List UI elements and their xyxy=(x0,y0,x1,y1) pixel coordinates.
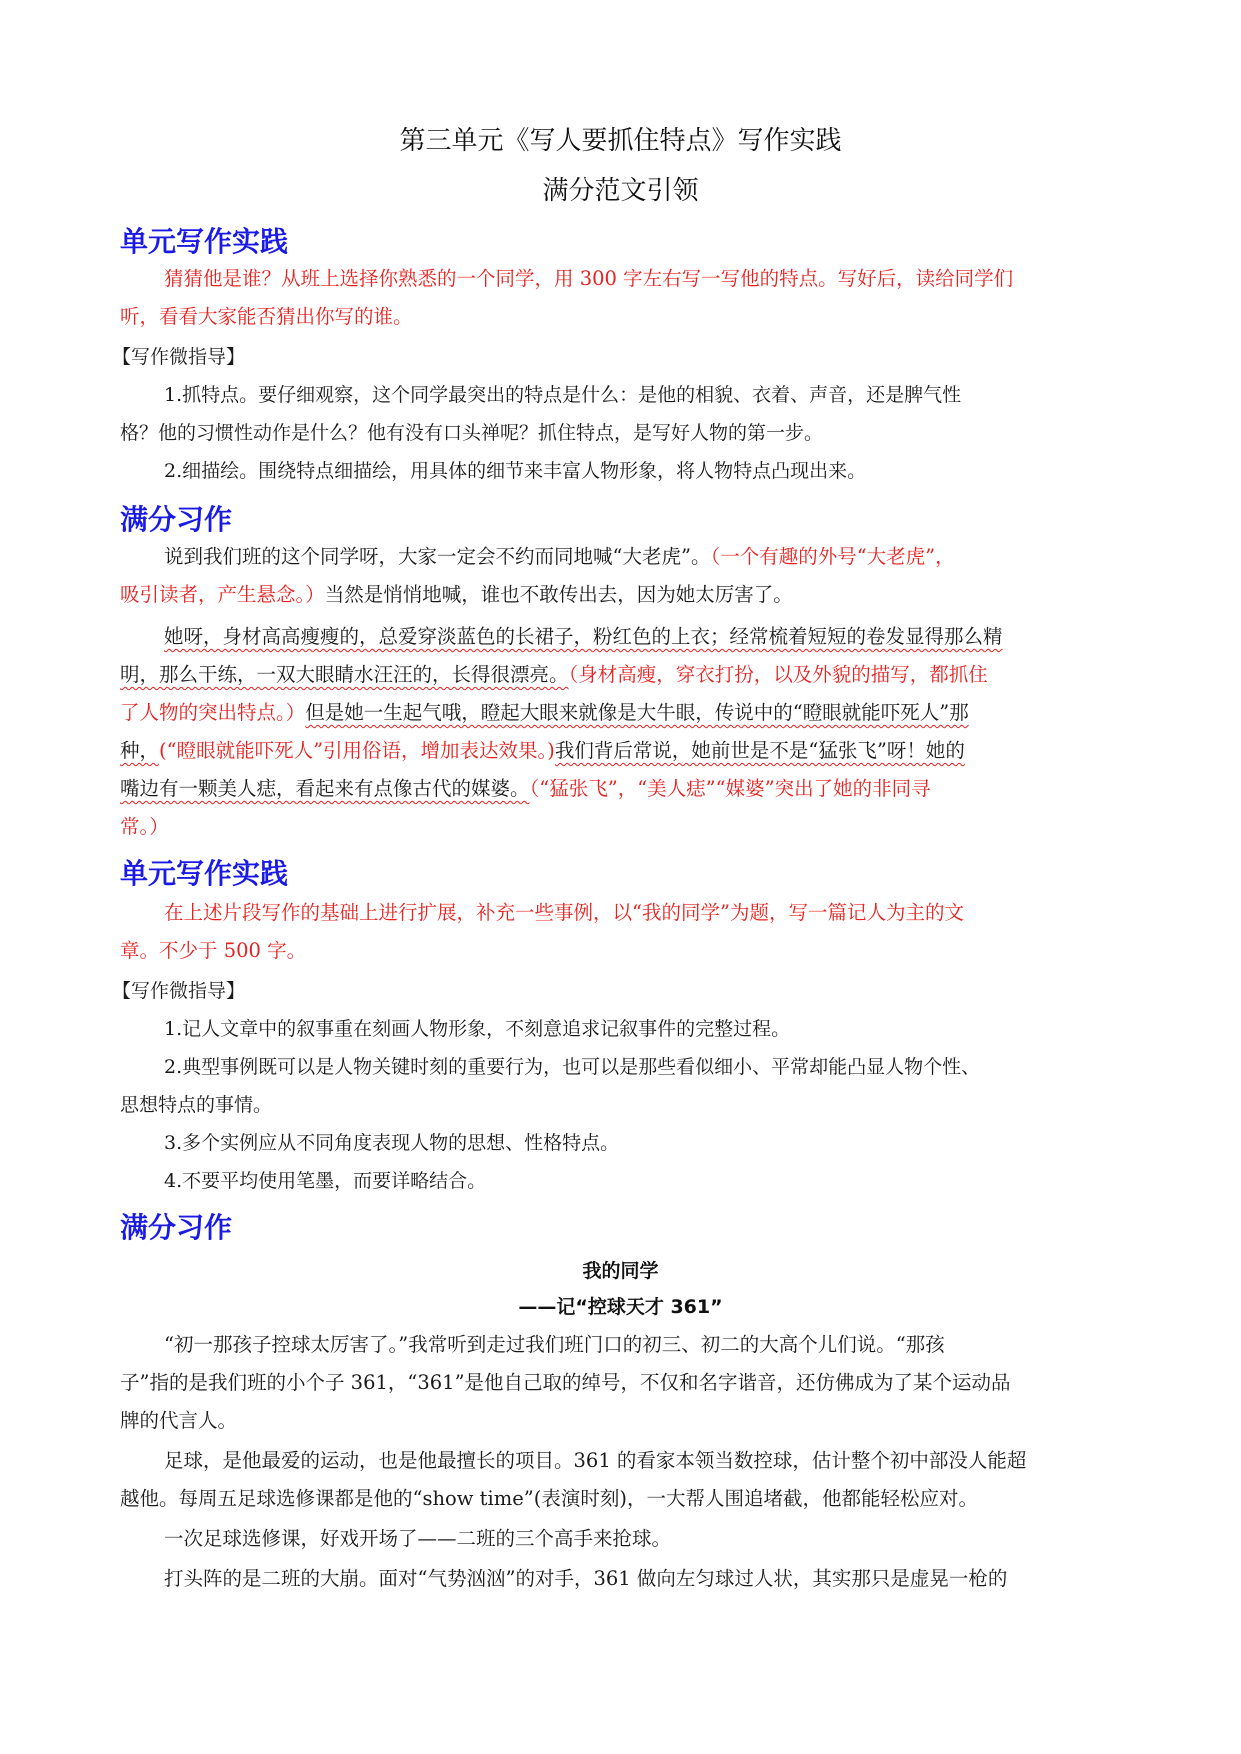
guide-line: 3.多个实例应从不同角度表现人物的思想、性格特点。 xyxy=(164,1132,620,1154)
section-heading-essay-2: 满分习作 xyxy=(120,1211,233,1244)
task-line: 在上述片段写作的基础上进行扩展，补充一些事例，以“我的同学”为题，写一篇记人为主的文 xyxy=(164,901,964,924)
essay-line: 越他。每周五足球选修课都是他的“show time”(表演时刻)，一大帮人围追堵截，他都能轻松应对。 xyxy=(120,1487,978,1510)
essay-text: 说到我们班的这个同学呀，大家一定会不约而同地喊“大老虎”。 xyxy=(164,545,711,568)
annotation: 吸引读者，产生悬念。） xyxy=(120,583,325,606)
essay-line: 打头阵的是二班的大崩。面对“气势汹汹”的对手，361 做向左匀球过人状，其实那只是虚晃一枪的 xyxy=(164,1567,1008,1590)
section-heading-essay-1: 满分习作 xyxy=(120,503,233,536)
essay-line xyxy=(120,580,1130,610)
essay-title: 我的同学 xyxy=(582,1260,659,1282)
essay-text-underlined: 嘴边有一颗美人痣，看起来有点像古代的媒婆。 xyxy=(120,777,530,800)
guide-label: 【写作微指导】 xyxy=(112,980,246,1002)
essay-text-underlined: 我们背后常说，她前世是不是“猛张飞”呀！她的 xyxy=(554,739,965,762)
essay-line xyxy=(120,698,1130,728)
essay-line: 一次足球选修课，好戏开场了——二班的三个高手来抢球。 xyxy=(164,1527,672,1550)
task-line: 章。不少于 500 字。 xyxy=(120,939,307,962)
essay-text-underlined: 明，那么干练，一双大眼睛水汪汪的，长得很漂亮。 xyxy=(120,663,569,686)
essay-line: “初一那孩子控球太厉害了。”我常听到走过我们班门口的初三、初二的大高个儿们说。“那孩 xyxy=(164,1333,945,1356)
annotation: (“瞪眼就能吓死人”引用俗语，增加表达效果。) xyxy=(159,739,555,762)
essay-line xyxy=(120,736,1130,766)
guide-line: 4.不要平均使用笔墨，而要详略结合。 xyxy=(164,1170,487,1192)
annotation-line: 常。） xyxy=(120,815,169,838)
guide-line: 思想特点的事情。 xyxy=(120,1094,273,1116)
essay-line xyxy=(120,660,1130,690)
section-heading-practice-2: 单元写作实践 xyxy=(120,857,289,890)
essay-line: 牌的代言人。 xyxy=(120,1409,238,1432)
essay-line xyxy=(120,774,1130,804)
essay-line xyxy=(164,542,1130,572)
guide-label: 【写作微指导】 xyxy=(112,346,246,368)
guide-line: 2.典型事例既可以是人物关键时刻的重要行为，也可以是那些看似细小、平常却能凸显人物个性、 xyxy=(164,1056,981,1078)
guide-line: 2.细描绘。围绕特点细描绘，用具体的细节来丰富人物形象，将人物特点凸现出来。 xyxy=(164,460,867,482)
section-heading-practice-1: 单元写作实践 xyxy=(120,225,289,258)
guide-line: 格？他的习惯性动作是什么？他有没有口头禅呢？抓住特点，是写好人物的第一步。 xyxy=(120,422,824,444)
guide-line: 1.记人文章中的叙事重在刻画人物形象，不刻意追求记叙事件的完整过程。 xyxy=(164,1018,791,1040)
task-line: 听，看看大家能否猜出你写的谁。 xyxy=(120,305,413,328)
annotation: 了人物的突出特点。） xyxy=(120,701,306,724)
task-line: 猜猜他是谁？从班上选择你熟悉的一个同学，用 300 字左右写一写他的特点。写好后，读给同学们 xyxy=(164,267,1014,290)
essay-text-underlined: 她呀，身材高高瘦瘦的，总爱穿淡蓝色的长裙子，粉红色的上衣；经常梳着短短的卷发显得那么精 xyxy=(164,625,1003,648)
guide-line: 1.抓特点。要仔细观察，这个同学最突出的特点是什么：是他的相貌、衣着、声音，还是脾气性 xyxy=(164,384,962,406)
essay-line xyxy=(164,622,1130,652)
page-title: 第三单元《写人要抓住特点》写作实践 xyxy=(399,126,842,156)
essay-text-underlined: 但是她一生起气哦，瞪起大眼来就像是大牛眼，传说中的“瞪眼就能吓死人”那 xyxy=(305,701,969,724)
essay-subtitle: ——记“控球天才 361” xyxy=(518,1296,723,1318)
annotation: （身材高瘦，穿衣打扮，以及外貌的描写，都抓住 xyxy=(568,663,988,686)
essay-line: 足球，是他最爱的运动，也是他最擅长的项目。361 的看家本领当数控球，估计整个初中部没人能超 xyxy=(164,1449,1027,1472)
essay-line: 子”指的是我们班的小个子 361，“361”是他自己取的绰号，不仅和名字谐音，还仿佛成为了某个运动品 xyxy=(120,1371,1011,1394)
annotation: （一个有趣的外号“大老虎”， xyxy=(710,545,955,568)
essay-text: 当然是悄悄地喊，谁也不敢传出去，因为她太厉害了。 xyxy=(324,583,793,606)
essay-text-underlined: 种， xyxy=(120,739,160,762)
page-subtitle: 满分范文引领 xyxy=(542,176,699,206)
annotation: （“猛张飞”，“美人痣”“媒婆”突出了她的非同寻 xyxy=(529,777,931,800)
